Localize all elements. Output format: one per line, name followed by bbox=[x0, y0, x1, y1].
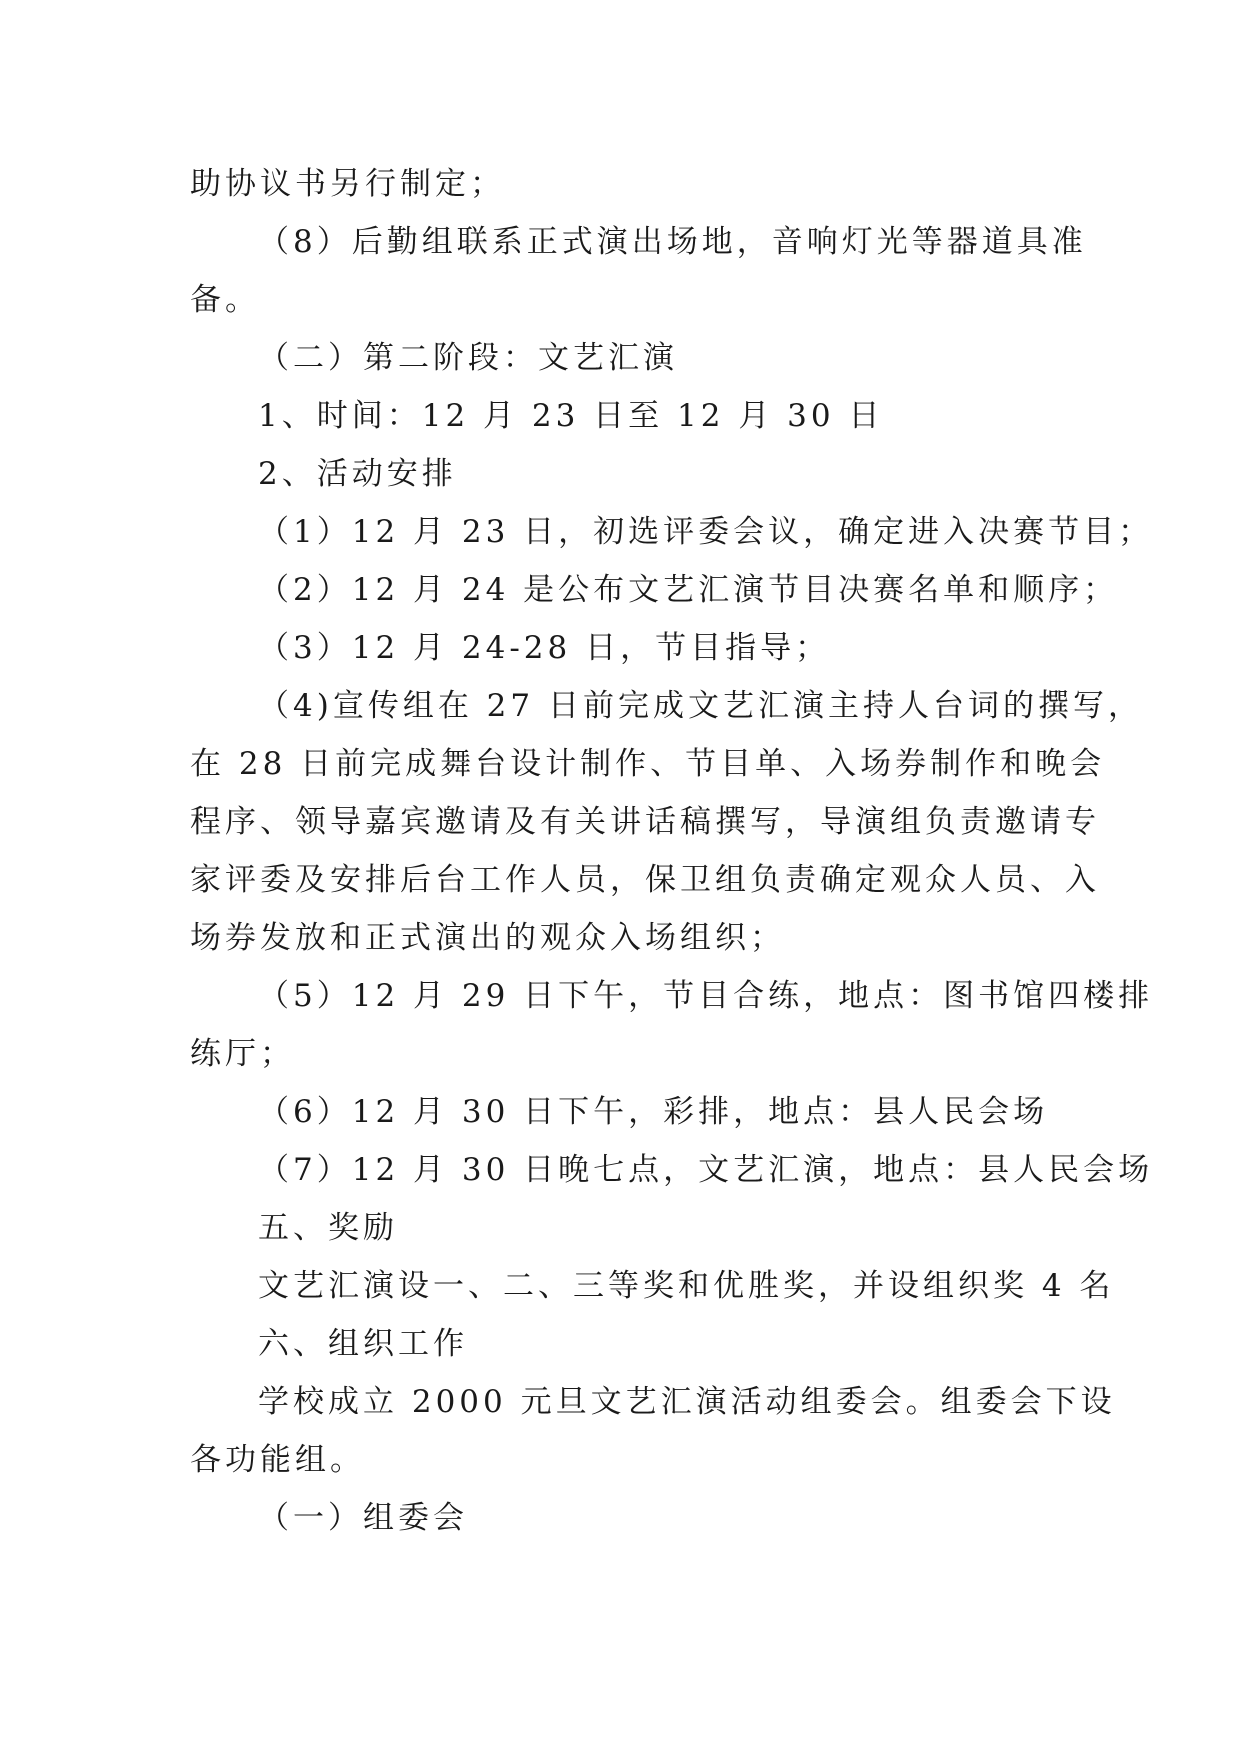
text-line: （2）12 月 24 是公布文艺汇演节目决赛名单和顺序； bbox=[258, 572, 1119, 608]
text-line: 在 28 日前完成舞台设计制作、节目单、入场券制作和晚会 bbox=[190, 746, 1106, 782]
text-line: 文艺汇演设一、二、三等奖和优胜奖，并设组织奖 4 名 bbox=[258, 1268, 1115, 1304]
text-line: （4)宣传组在 27 日前完成文艺汇演主持人台词的撰写， bbox=[258, 688, 1143, 724]
text-line: 家评委及安排后台工作人员，保卫组负责确定观众人员、入 bbox=[190, 862, 1100, 898]
text-line: 各功能组。 bbox=[190, 1442, 365, 1478]
text-line: 练厅； bbox=[190, 1036, 295, 1072]
text-line: 程序、领导嘉宾邀请及有关讲话稿撰写，导演组负责邀请专 bbox=[190, 804, 1100, 840]
text-line: （1）12 月 23 日，初选评委会议，确定进入决赛节目； bbox=[258, 514, 1154, 550]
section-heading: 六、组织工作 bbox=[258, 1326, 468, 1362]
text-line: （7）12 月 30 日晚七点，文艺汇演，地点：县人民会场 bbox=[258, 1152, 1154, 1188]
text-line: 2、活动安排 bbox=[258, 456, 457, 492]
text-line: 备。 bbox=[190, 282, 260, 318]
text-line: （5）12 月 29 日下午，节目合练，地点：图书馆四楼排 bbox=[258, 978, 1154, 1014]
text-line: 1、时间：12 月 23 日至 12 月 30 日 bbox=[258, 398, 884, 434]
section-heading: （一）组委会 bbox=[258, 1500, 468, 1536]
text-line: （8）后勤组联系正式演出场地，音响灯光等器道具准 bbox=[258, 224, 1087, 260]
text-line: 场券发放和正式演出的观众入场组织； bbox=[190, 920, 785, 956]
text-line: （6）12 月 30 日下午，彩排，地点：县人民会场 bbox=[258, 1094, 1049, 1130]
section-heading: 五、奖励 bbox=[258, 1210, 398, 1246]
section-heading: （二）第二阶段：文艺汇演 bbox=[258, 340, 678, 376]
text-line: 学校成立 2000 元旦文艺汇演活动组委会。组委会下设 bbox=[258, 1384, 1116, 1420]
text-line: （3）12 月 24-28 日，节目指导； bbox=[258, 630, 831, 666]
text-line: 助协议书另行制定； bbox=[190, 166, 505, 202]
